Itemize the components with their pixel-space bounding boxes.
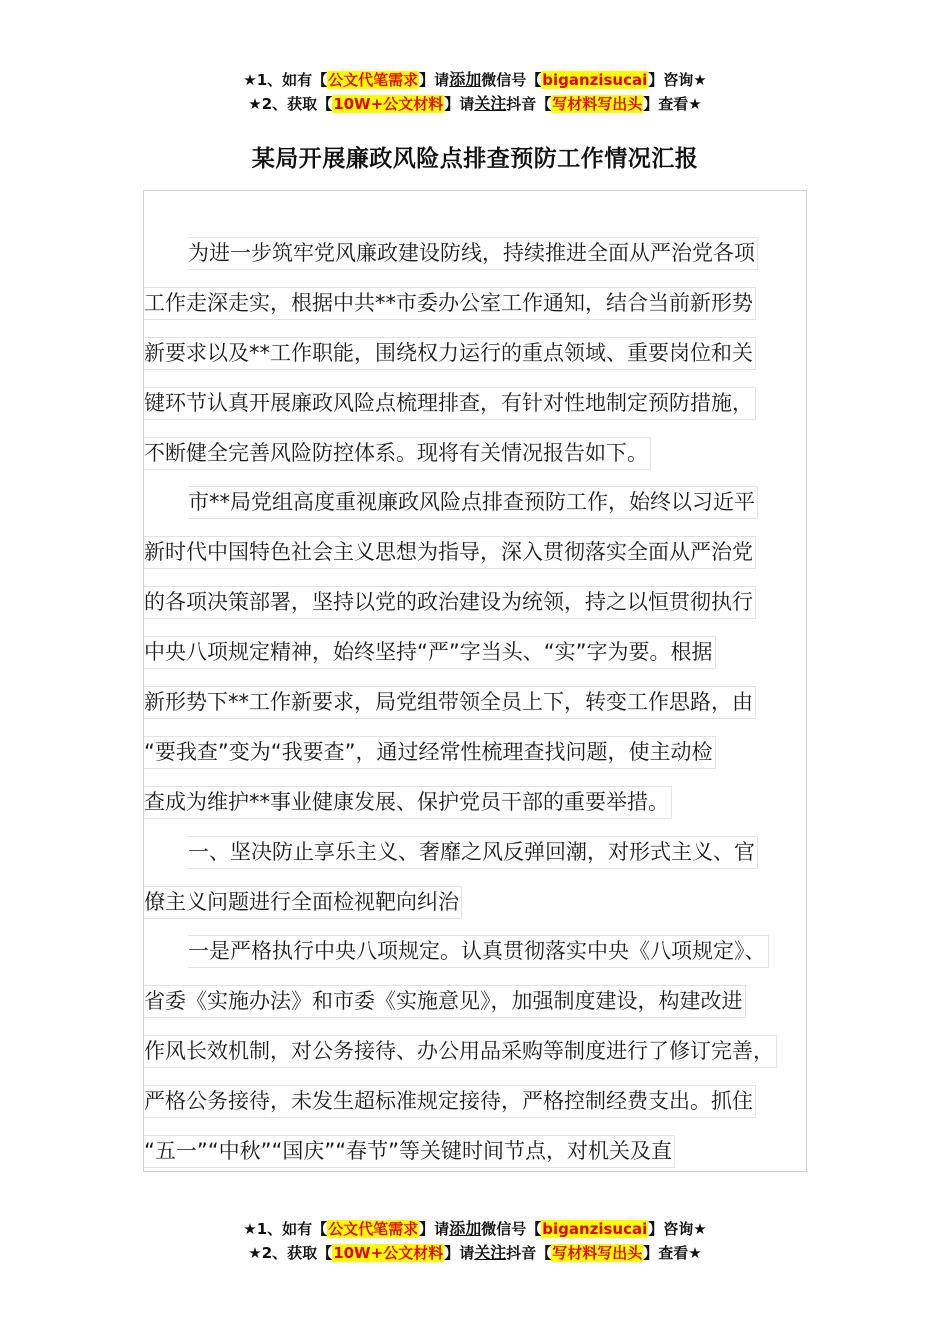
- line-text: 一、坚决防止享乐主义、奢靡之风反弹回潮，对形式主义、官: [188, 836, 758, 869]
- document-body: [144, 228, 824, 1176]
- section-heading-line: [144, 877, 824, 927]
- promo-text: 】请: [444, 1244, 475, 1262]
- promo-highlight: 公文代笔需求: [328, 1220, 419, 1238]
- promo-text: 】请: [419, 71, 450, 89]
- text-line: [144, 527, 824, 577]
- promo-banner-bottom: [0, 1217, 950, 1265]
- line-text: 的各项决策部署，坚持以党的政治建设为统领，持之以恒贯彻执行: [144, 586, 756, 619]
- promo-text: ★1、如有【: [243, 71, 328, 89]
- promo-text: ★2、获取【: [248, 1244, 333, 1262]
- promo-underline: 关注: [474, 94, 507, 113]
- text-line: [144, 477, 824, 527]
- line-text: “五一”“中秋”“国庆”“春节”等关键时间节点，对机关及直: [144, 1135, 675, 1168]
- promo-highlight: 10W+公文材料: [333, 95, 444, 113]
- promo-highlight: 写材料写出头: [552, 1244, 643, 1262]
- text-line: [144, 278, 824, 328]
- promo-text: 】查看★: [643, 1244, 702, 1262]
- promo-underline: 添加: [449, 1219, 482, 1238]
- promo-text: 抖音【: [506, 95, 552, 113]
- document-title: 某局开展廉政风险点排查预防工作情况汇报: [251, 146, 699, 172]
- line-text: 一是严格执行中央八项规定。认真贯彻落实中央《八项规定》、: [188, 935, 769, 968]
- promo-text: 微信号【: [481, 71, 542, 89]
- promo-line-1: [0, 68, 950, 92]
- promo-text: ★2、获取【: [248, 95, 333, 113]
- text-line: [144, 328, 824, 378]
- line-text: 新时代中国特色社会主义思想为指导，深入贯彻落实全面从严治党: [144, 536, 756, 569]
- promo-text: 微信号【: [481, 1220, 542, 1238]
- line-text: 中央八项规定精神，始终坚持“严”字当头、“实”字为要。根据: [144, 636, 716, 669]
- line-text: 僚主义问题进行全面检视靶向纠治: [144, 886, 462, 919]
- promo-text: 抖音【: [506, 1244, 552, 1262]
- promo-highlight: 写材料写出头: [552, 95, 643, 113]
- text-line: [144, 228, 824, 278]
- section-heading-line: [144, 827, 824, 877]
- text-line: [144, 777, 824, 827]
- promo-text: ★1、如有【: [243, 1220, 328, 1238]
- text-line: [144, 926, 824, 976]
- text-line: [144, 627, 824, 677]
- promo-text: 】咨询★: [648, 71, 707, 89]
- line-text: 新要求以及**工作职能，围绕权力运行的重点领域、重要岗位和关: [144, 337, 756, 370]
- text-line: [144, 677, 824, 727]
- line-text: 新形势下**工作新要求，局党组带领全员上下，转变工作思路，由: [144, 686, 756, 719]
- text-line: [144, 378, 824, 428]
- text-line: [144, 577, 824, 627]
- text-line: [144, 1026, 824, 1076]
- promo-line-2: [0, 92, 950, 116]
- line-text: 工作走深走实，根据中共**市委办公室工作通知，结合当前新形势: [144, 287, 756, 320]
- text-line: [144, 428, 824, 478]
- text-line: [144, 1076, 824, 1126]
- promo-line-1: [0, 1217, 950, 1241]
- promo-highlight: 10W+公文材料: [333, 1244, 444, 1262]
- text-line: [144, 727, 824, 777]
- promo-text: 】请: [419, 1220, 450, 1238]
- promo-highlight: biganzisucai: [542, 1220, 648, 1238]
- promo-banner-top: [0, 68, 950, 116]
- promo-highlight: 公文代笔需求: [328, 71, 419, 89]
- text-line: [144, 1126, 824, 1176]
- promo-text: 】请: [444, 95, 475, 113]
- line-text: 键环节认真开展廉政风险点梳理排查，有针对性地制定预防措施，: [144, 387, 756, 420]
- promo-underline: 关注: [474, 1243, 507, 1262]
- promo-text: 】咨询★: [648, 1220, 707, 1238]
- line-text: 市**局党组高度重视廉政风险点排查预防工作，始终以习近平: [188, 486, 758, 519]
- promo-line-2: [0, 1241, 950, 1265]
- line-text: 查成为维护**事业健康发展、保护党员干部的重要举措。: [144, 786, 672, 819]
- promo-underline: 添加: [449, 70, 482, 89]
- text-line: [144, 976, 824, 1026]
- line-text: 不断健全完善风险防控体系。现将有关情况报告如下。: [144, 437, 651, 470]
- line-text: 为进一步筑牢党风廉政建设防线，持续推进全面从严治党各项: [188, 237, 758, 270]
- promo-text: 】查看★: [643, 95, 702, 113]
- promo-highlight: biganzisucai: [542, 71, 648, 89]
- line-text: 作风长效机制，对公务接待、办公用品采购等制度进行了修订完善，: [144, 1035, 777, 1068]
- line-text: “要我查”变为“我要查”，通过经常性梳理查找问题，使主动检: [144, 736, 716, 769]
- line-text: 严格公务接待，未发生超标准规定接待，严格控制经费支出。抓住: [144, 1085, 756, 1118]
- line-text: 省委《实施办法》和市委《实施意见》，加强制度建设，构建改进: [144, 985, 746, 1018]
